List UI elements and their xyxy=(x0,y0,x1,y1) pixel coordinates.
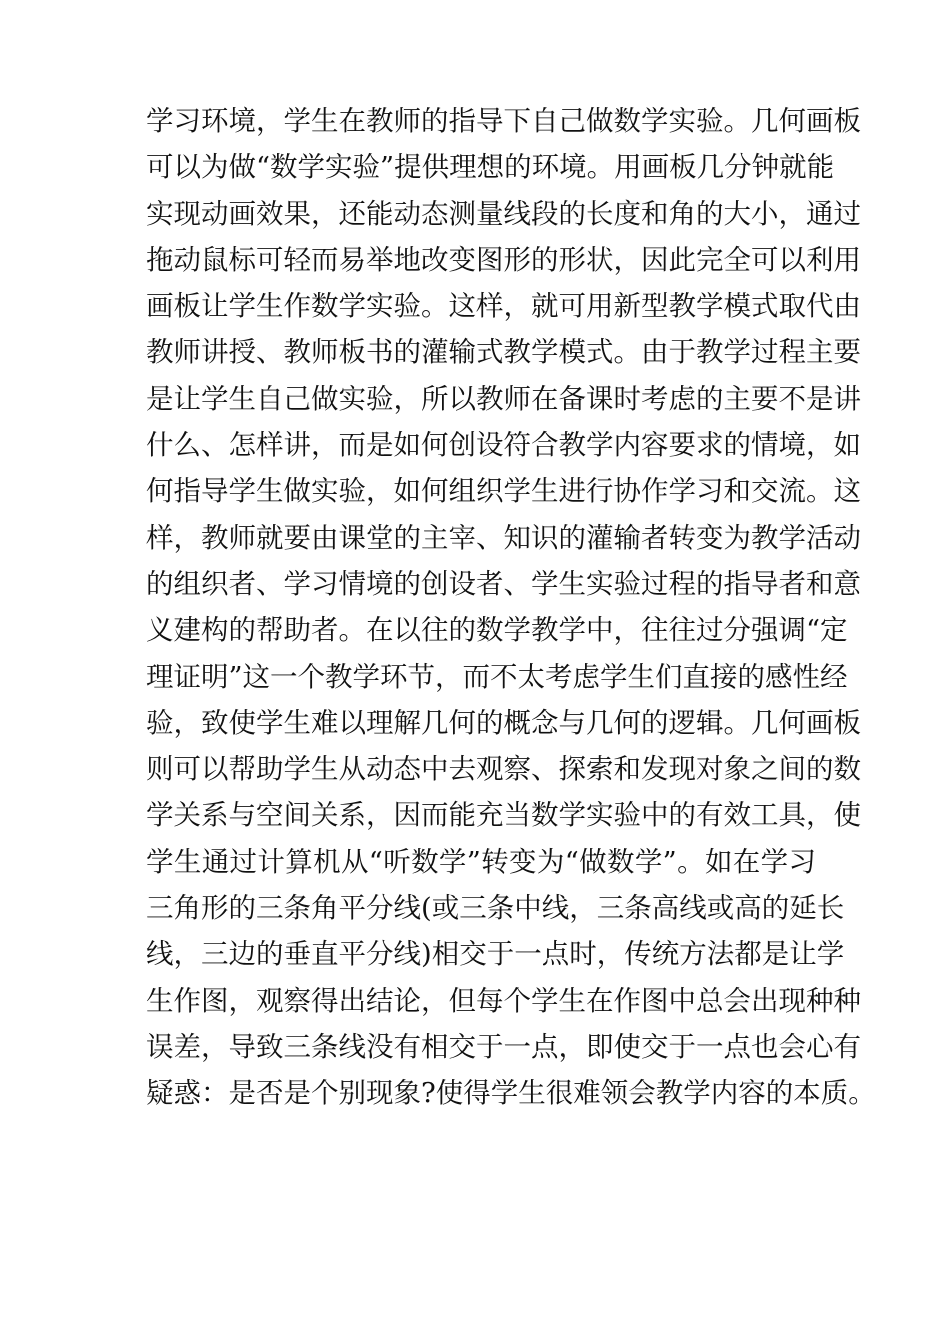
text-line-1: 学习环境，学生在教师的指导下自己做数学实验。几何画板 xyxy=(146,105,861,137)
text-line-3: 实现动画效果，还能动态测量线段的长度和角的大小，通过 xyxy=(146,197,861,230)
body-paragraph xyxy=(146,98,876,1117)
text-line-14: 验，致使学生难以理解几何的概念与几何的逻辑。几何画板 xyxy=(146,706,861,739)
text-line-5: 画板让学生作数学实验。这样，就可用新型教学模式取代由 xyxy=(146,290,861,323)
text-line-19: 线，三边的垂直平分线)相交于一点时，传统方法都是让学 xyxy=(146,938,845,971)
text-line-6: 教师讲授、教师板书的灌输式教学模式。由于教学过程主要 xyxy=(146,336,861,369)
text-line-15: 则可以帮助学生从动态中去观察、探索和发现对象之间的数 xyxy=(146,753,861,786)
text-line-4: 拖动鼠标可轻而易举地改变图形的形状，因此完全可以利用 xyxy=(146,243,861,276)
text-line-16: 学关系与空间关系，因而能充当数学实验中的有效工具，使 xyxy=(146,799,861,832)
text-line-20: 生作图，观察得出结论，但每个学生在作图中总会出现种种 xyxy=(146,984,861,1017)
text-line-13: 理证明”这一个教学环节，而不太考虑学生们直接的感性经 xyxy=(146,660,848,693)
text-line-8: 什么、怎样讲，而是如何创设符合教学内容要求的情境，如 xyxy=(146,429,861,462)
text-line-17: 学生通过计算机从“听数学”转变为“做数学”。如在学习 xyxy=(146,845,816,878)
text-line-2: 可以为做“数学实验”提供理想的环境。用画板几分钟就能 xyxy=(146,151,835,184)
text-line-21: 误差，导致三条线没有相交于一点，即使交于一点也会心有 xyxy=(146,1030,861,1063)
text-line-11: 的组织者、学习情境的创设者、学生实验过程的指导者和意 xyxy=(146,567,861,600)
text-line-10: 样，教师就要由课堂的主宰、知识的灌输者转变为教学活动 xyxy=(146,521,861,554)
text-line-9: 何指导学生做实验，如何组织学生进行协作学习和交流。这 xyxy=(146,475,861,508)
text-line-18: 三角形的三条角平分线(或三条中线，三条高线或高的延长 xyxy=(146,892,845,925)
text-line-22: 疑惑：是否是个别现象?使得学生很难领会教学内容的本质。 xyxy=(146,1077,876,1110)
text-line-12: 义建构的帮助者。在以往的数学教学中，往往过分强调“定 xyxy=(146,614,848,647)
text-line-7: 是让学生自己做实验，所以教师在备课时考虑的主要不是讲 xyxy=(146,382,861,415)
